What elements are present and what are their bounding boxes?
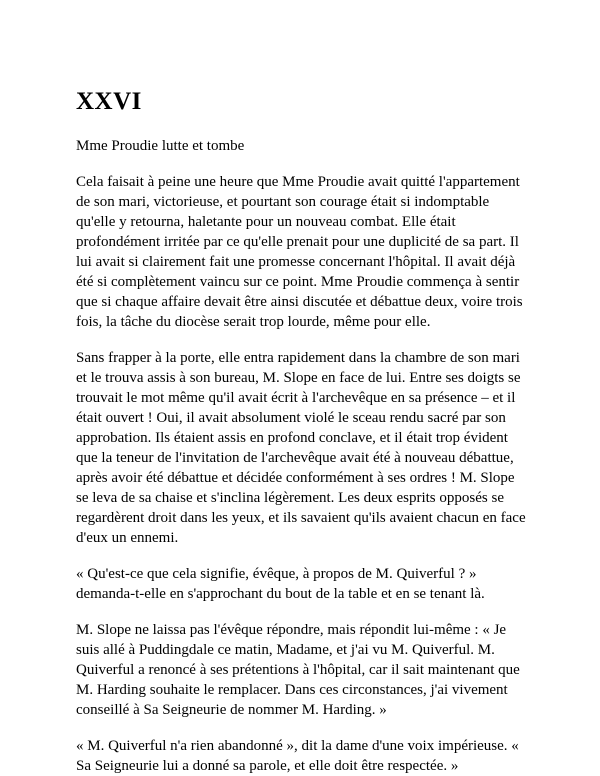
- page-content: [76, 88, 526, 776]
- paragraph-1: Cela faisait à peine une heure que Mme Proudie avait quitté l'appartement de son mari, victorieuse, et pourtant son courage était si indomptable qu'elle y retourna, haletante pour un nouveau combat. Elle était profondément irritée par ce qu'elle prenait pour une duplicité de sa part. Il lui avait si clairement fait une promesse concernant l'hôpital. Il avait déjà été si complètement vaincu sur ce point. Mme Proudie commença à sentir que si chaque affaire devait être ainsi discutée et débattue deux, voire trois fois, la tâche du diocèse serait trop lourde, même pour elle.: [76, 174, 523, 330]
- paragraph-2: Sans frapper à la porte, elle entra rapidement dans la chambre de son mari et le trouva assis à son bureau, M. Slope en face de lui. Entre ses doigts se trouvait le mot même qu'il avait écrit à l'archevêque en sa présence – et il était ouvert ! Oui, il avait absolument violé le sceau rendu sacré par son approbation. Ils étaient assis en profond conclave, et il était trop évident que la teneur de l'invitation de l'archevêque avait été à nouveau débattue, après avoir été débattue et décidée conformément à ses ordres ! M. Slope se leva de sa chaise et s'inclina légèrement. Les deux esprits opposés se regardèrent droit dans les yeux, et ils savaient qu'ils avaient chacun en face d'eux un ennemi.: [76, 350, 526, 546]
- paragraph-4: M. Slope ne laissa pas l'évêque répondre, mais répondit lui-même : « Je suis allé à Puddingdale ce matin, Madame, et j'ai vu M. Quiverful. M. Quiverful a renoncé à ses prétentions à l'hôpital, car il sait maintenant que M. Harding souhaite le remplacer. Dans ces circonstances, j'ai vivement conseillé à Sa Seigneurie de nommer M. Harding. »: [76, 622, 520, 718]
- chapter-title: XXVI: [76, 88, 142, 115]
- chapter-subtitle: Mme Proudie lutte et tombe: [76, 138, 245, 154]
- paragraph-5: « M. Quiverful n'a rien abandonné », dit la dame d'une voix impérieuse. « Sa Seigneurie lui a donné sa parole, et elle doit être respectée. »: [76, 738, 519, 774]
- paragraph-3: « Qu'est-ce que cela signifie, évêque, à propos de M. Quiverful ? » demanda-t-elle en s'approchant du bout de la table et en se tenant là.: [76, 566, 485, 602]
